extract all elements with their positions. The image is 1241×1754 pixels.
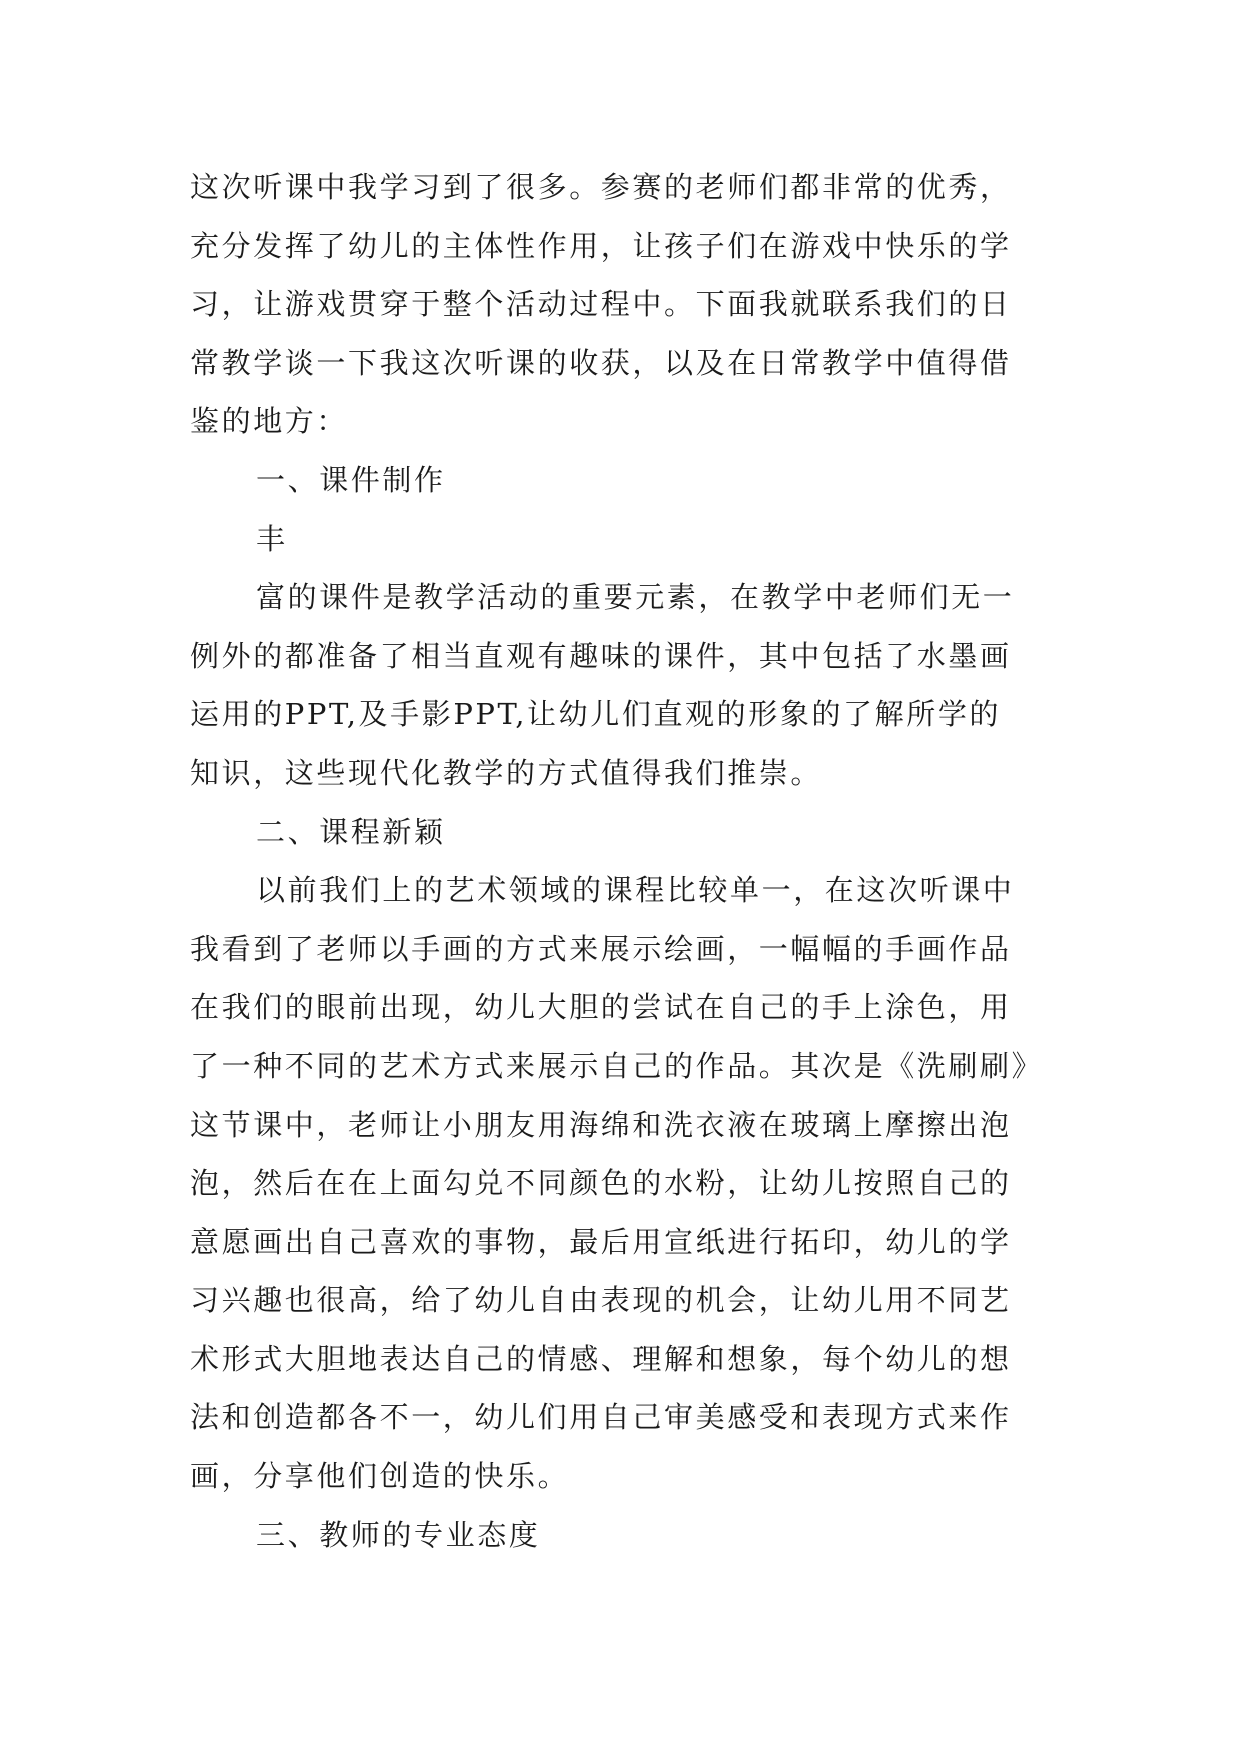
text-line: 术形式大胆地表达自己的情感、理解和想象，每个幼儿的想 xyxy=(190,1341,1012,1376)
text-line: 以前我们上的艺术领域的课程比较单一，在这次听课中 xyxy=(256,873,1015,908)
text-line: 习兴趣也很高，给了幼儿自由表现的机会，让幼儿用不同艺 xyxy=(190,1283,1012,1318)
text-line: 画，分享他们创造的快乐。 xyxy=(190,1459,570,1494)
text-line: 三、教师的专业态度 xyxy=(256,1517,541,1552)
text-line: 了一种不同的艺术方式来展示自己的作品。其次是《洗刷刷》 xyxy=(190,1048,1044,1083)
text-line: 鉴的地方： xyxy=(190,404,349,439)
text-line: 这节课中，老师让小朋友用海绵和洗衣液在玻璃上摩擦出泡 xyxy=(190,1107,1012,1142)
document-body xyxy=(190,158,1060,1564)
text-line: 常教学谈一下我这次听课的收获，以及在日常教学中值得借 xyxy=(190,345,1012,380)
text-line: 意愿画出自己喜欢的事物，最后用宣纸进行拓印，幼儿的学 xyxy=(190,1224,1012,1259)
text-line: 泡，然后在在上面勾兑不同颜色的水粉，让幼儿按照自己的 xyxy=(190,1166,1012,1201)
text-line: 习，让游戏贯穿于整个活动过程中。下面我就联系我们的日 xyxy=(190,287,1012,322)
text-line: 我看到了老师以手画的方式来展示绘画，一幅幅的手画作品 xyxy=(190,931,1012,966)
text-line: 充分发挥了幼儿的主体性作用，让孩子们在游戏中快乐的学 xyxy=(190,228,1012,263)
text-line: 法和创造都各不一，幼儿们用自己审美感受和表现方式来作 xyxy=(190,1400,1012,1435)
text-line: 二、课程新颖 xyxy=(256,814,446,849)
text-line: 丰 xyxy=(256,521,288,556)
text-line: 知识，这些现代化教学的方式值得我们推崇。 xyxy=(190,755,823,790)
text-line: 富的课件是教学活动的重要元素，在教学中老师们无一 xyxy=(256,580,1015,615)
text-line: 在我们的眼前出现，幼儿大胆的尝试在自己的手上涂色，用 xyxy=(190,990,1012,1025)
text-line: 运用的PPT,及手影PPT,让幼儿们直观的形象的了解所学的 xyxy=(190,697,1002,732)
text-line: 一、课件制作 xyxy=(256,462,446,497)
text-line: 例外的都准备了相当直观有趣味的课件，其中包括了水墨画 xyxy=(190,638,1012,673)
text-line: 这次听课中我学习到了很多。参赛的老师们都非常的优秀， xyxy=(190,170,1012,204)
